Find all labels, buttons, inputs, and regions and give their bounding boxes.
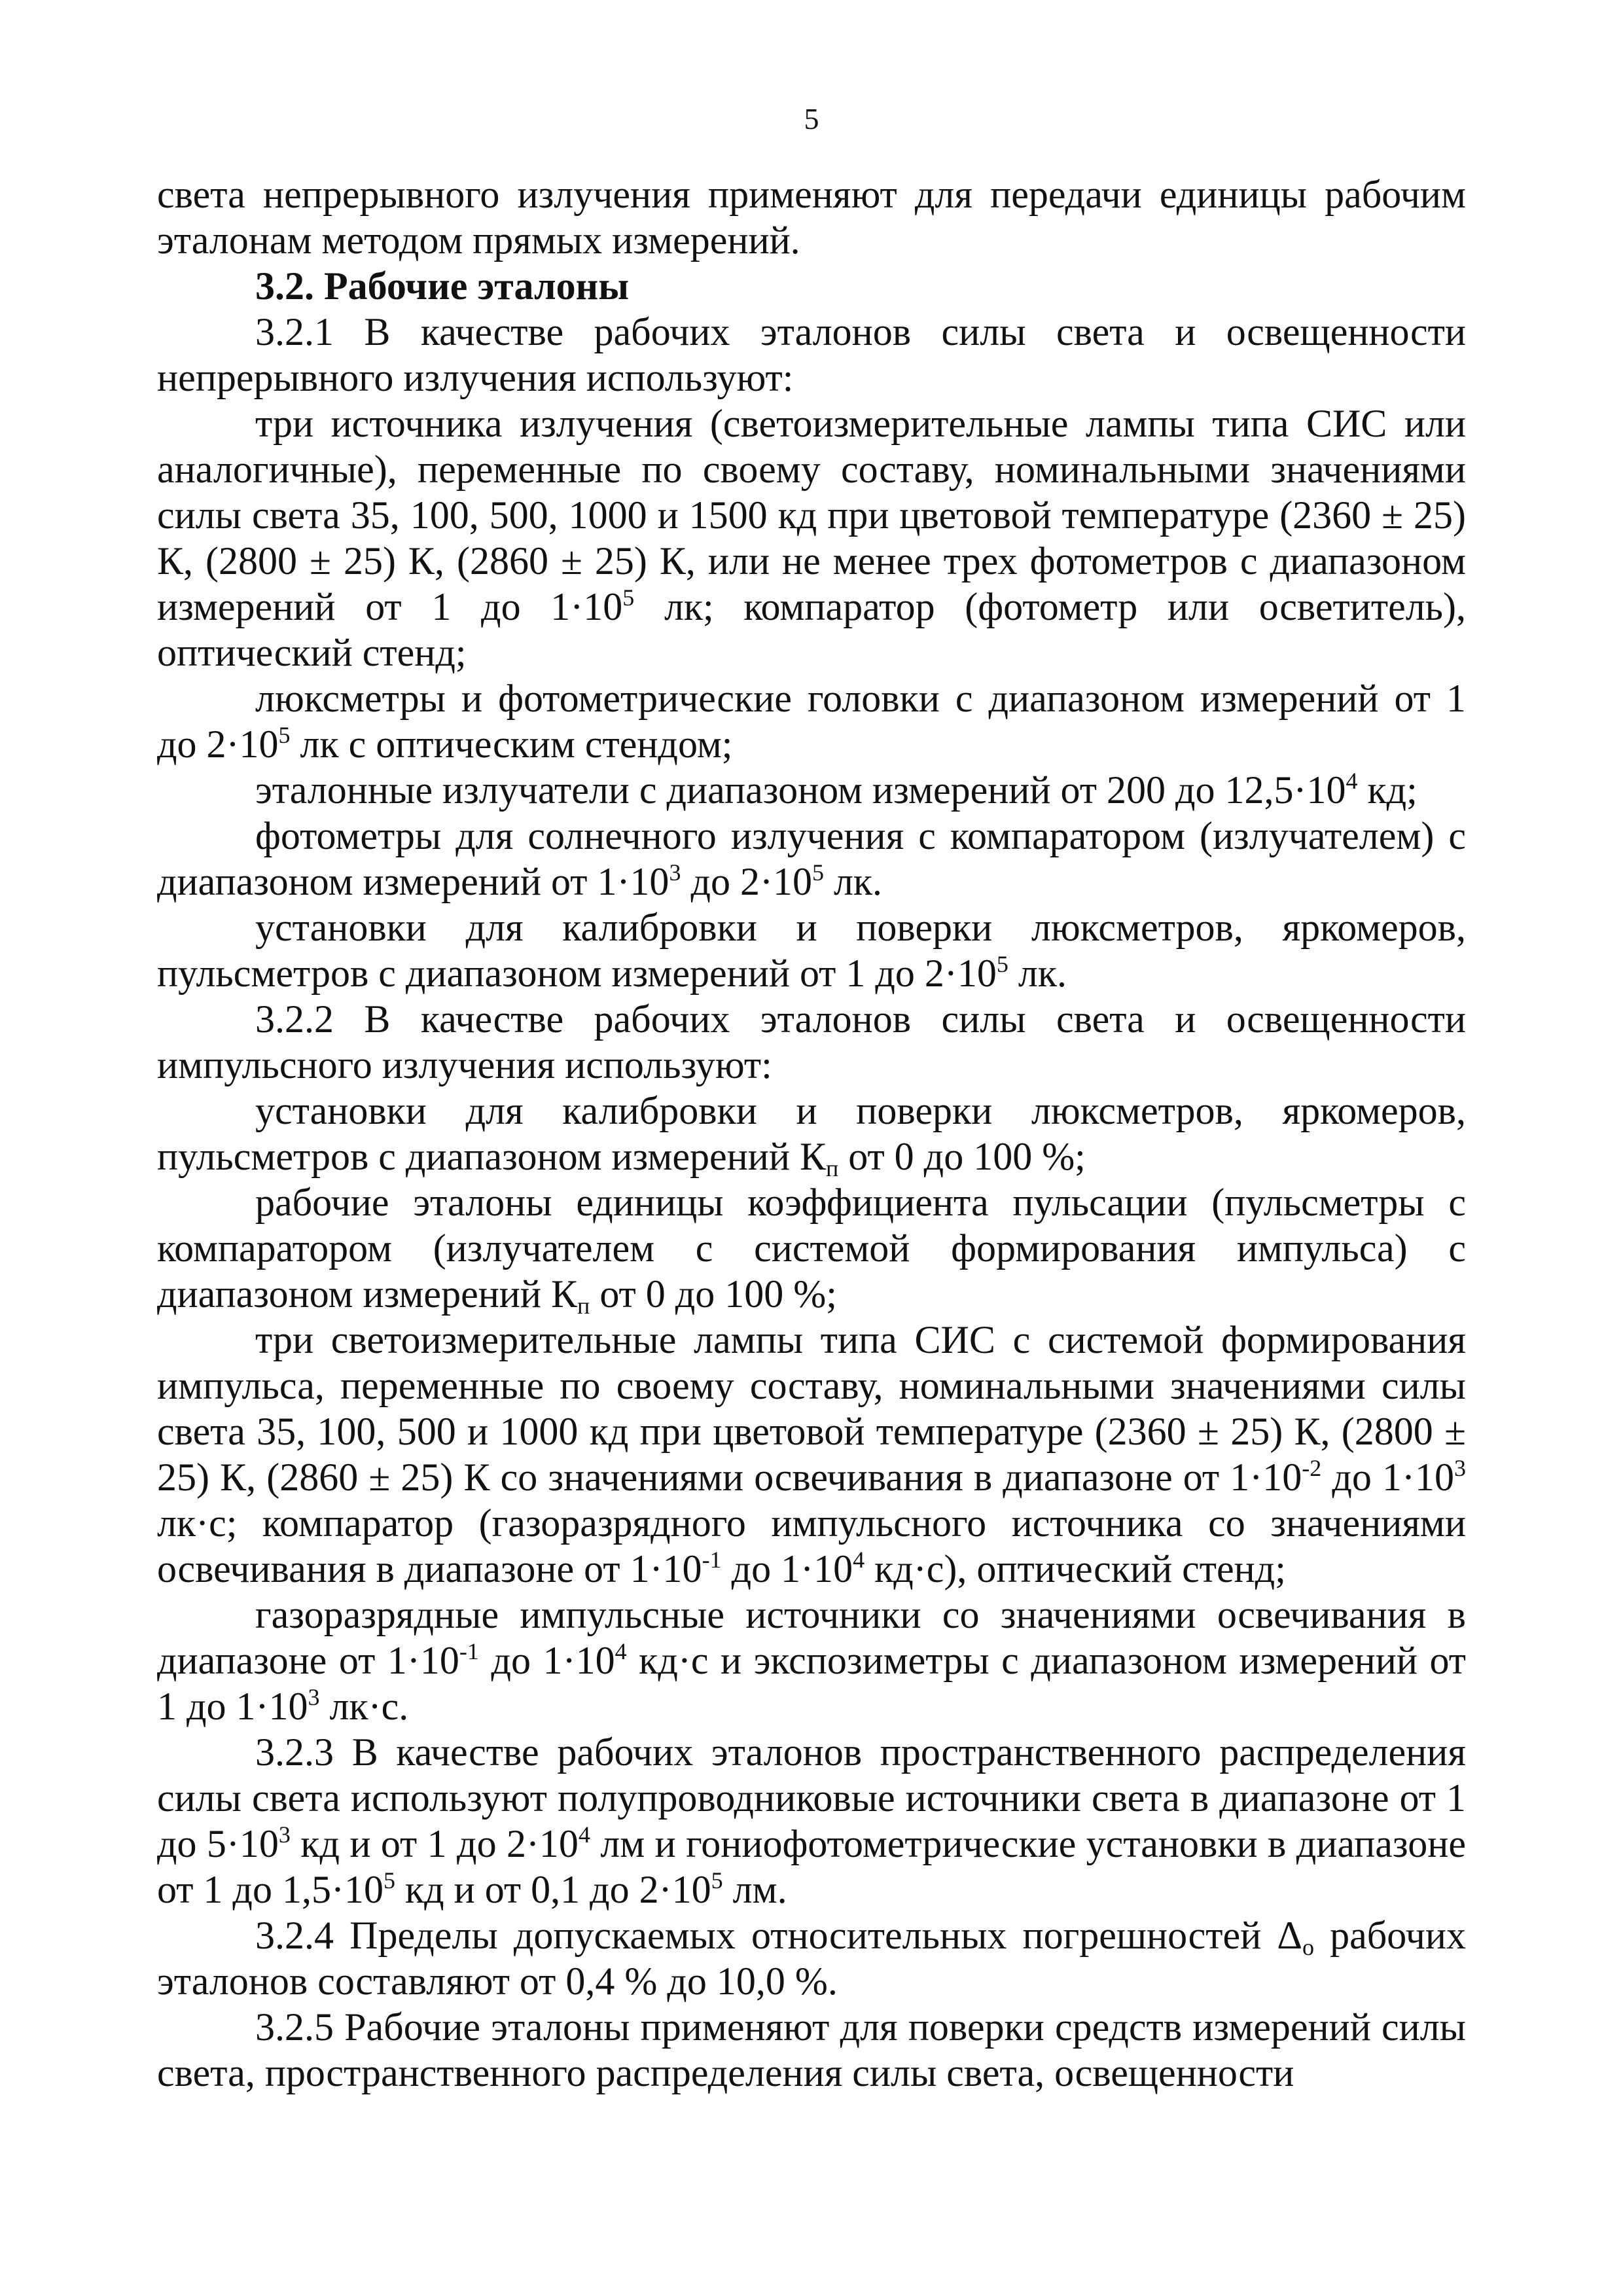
paragraph-3-2-3: 3.2.3 В качестве рабочих эталонов пространственного распределения силы света используют полупроводниковые источники света в диапазоне от 1 до $5\cdot 10^3$ кд и от 1 до $2\cdot 10^4$ лм и гониофотометрические установки в диапазоне от 1 до $1,5\cdot 10^5$ кд и от 0,1 до $2\cdot 10^5$ лм. [157,1731,1466,1911]
paragraph-reference-emitters: эталонные излучатели с диапазоном измерений от 200 до $12,5\cdot 10^4$ кд; [255,768,1418,812]
paragraph-3-2-5: 3.2.5 Рабочие эталоны применяют для поверки средств измерений силы света, пространственного распределения силы света, освещенности [157,2005,1466,2094]
paragraph-continuation: света непрерывного излучения применяют для передачи единицы рабочим эталонам методом прямых измерений. [157,173,1466,262]
paragraph-pulsation-standards: рабочие эталоны единицы коэффициента пульсации (пульсметры с компаратором (излучателем с системой формирования импульса) с диапазоном измерений $К_п$ от 0 до 100 %; [157,1181,1466,1319]
paragraph-luxmeters: люксметры и фотометрические головки с диапазоном измерений от 1 до $2\cdot 10^5$ лк с оптическим стендом; [157,677,1466,766]
paragraph-pulse-lamps: три светоизмерительные лампы типа СИС с системой формирования импульса, переменные по своему составу, номинальными значениями силы света 35, 100, 500 и 1000 кд при цветовой температуре (2360 ± 25) К, (2800 ± 25) К, (2860 ± 25) К со значениями освечивания в диапазоне от $1\cdot 10^{-2}$ до $1\cdot 10^3$ лк·с; компаратор (газоразрядного импульсного источника со значениями освечивания в диапазоне от $1\cdot 10^{-1}$ до $1\cdot 10^4$ кд·с), оптический стенд; [157,1318,1466,1590]
body-text [157,171,1466,2096]
paragraph-solar-photometers: фотометры для солнечного излучения с компаратором (излучателем) с диапазоном измерений от $1\cdot 10^3$ до $2\cdot 10^5$ лк. [157,814,1466,903]
paragraph-3-2-2: 3.2.2 В качестве рабочих эталонов силы света и освещенности импульсного излучения используют: [157,997,1466,1086]
paragraph-gas-discharge-sources: газоразрядные импульсные источники со значениями освечивания в диапазоне от $1\cdot 10^{-1}$ до $1\cdot 10^4$ кд·с и экспозиметры с диапазоном измерений от 1 до $1\cdot 10^3$ лк·с. [157,1593,1466,1728]
paragraph-light-sources: три источника излучения (светоизмерительные лампы типа СИС или аналогичные), переменные по своему составу, номинальными значениями силы света 35, 100, 500, 1000 и 1500 кд при цветовой температуре (2360 ± 25) К, (2800 ± 25) К, (2860 ± 25) К, или не менее трех фотометров с диапазоном измерений от 1 до $1\cdot 10^5$ лк; компаратор (фотометр или осветитель), оптический стенд; [157,402,1466,674]
page-number: 5 [804,102,819,135]
paragraph-calibration-installations: установки для калибровки и поверки люксметров, яркомеров, пульсметров с диапазоном измерений от 1 до $2\cdot 10^5$ лк. [157,906,1466,995]
paragraph-pulse-installations: установки для калибровки и поверки люксметров, яркомеров, пульсметров с диапазоном измерений $К_п$ от 0 до 100 %; [157,1089,1466,1181]
paragraph-3-2-4: 3.2.4 Пределы допускаемых относительных погрешностей $\Delta_о$ рабочих эталонов составляют от 0,4 % до 10,0 %. [157,1914,1466,2003]
section-heading: 3.2. Рабочие эталоны [255,264,630,308]
paragraph-3-2-1: 3.2.1 В качестве рабочих эталонов силы света и освещенности непрерывного излучения используют: [157,310,1466,399]
